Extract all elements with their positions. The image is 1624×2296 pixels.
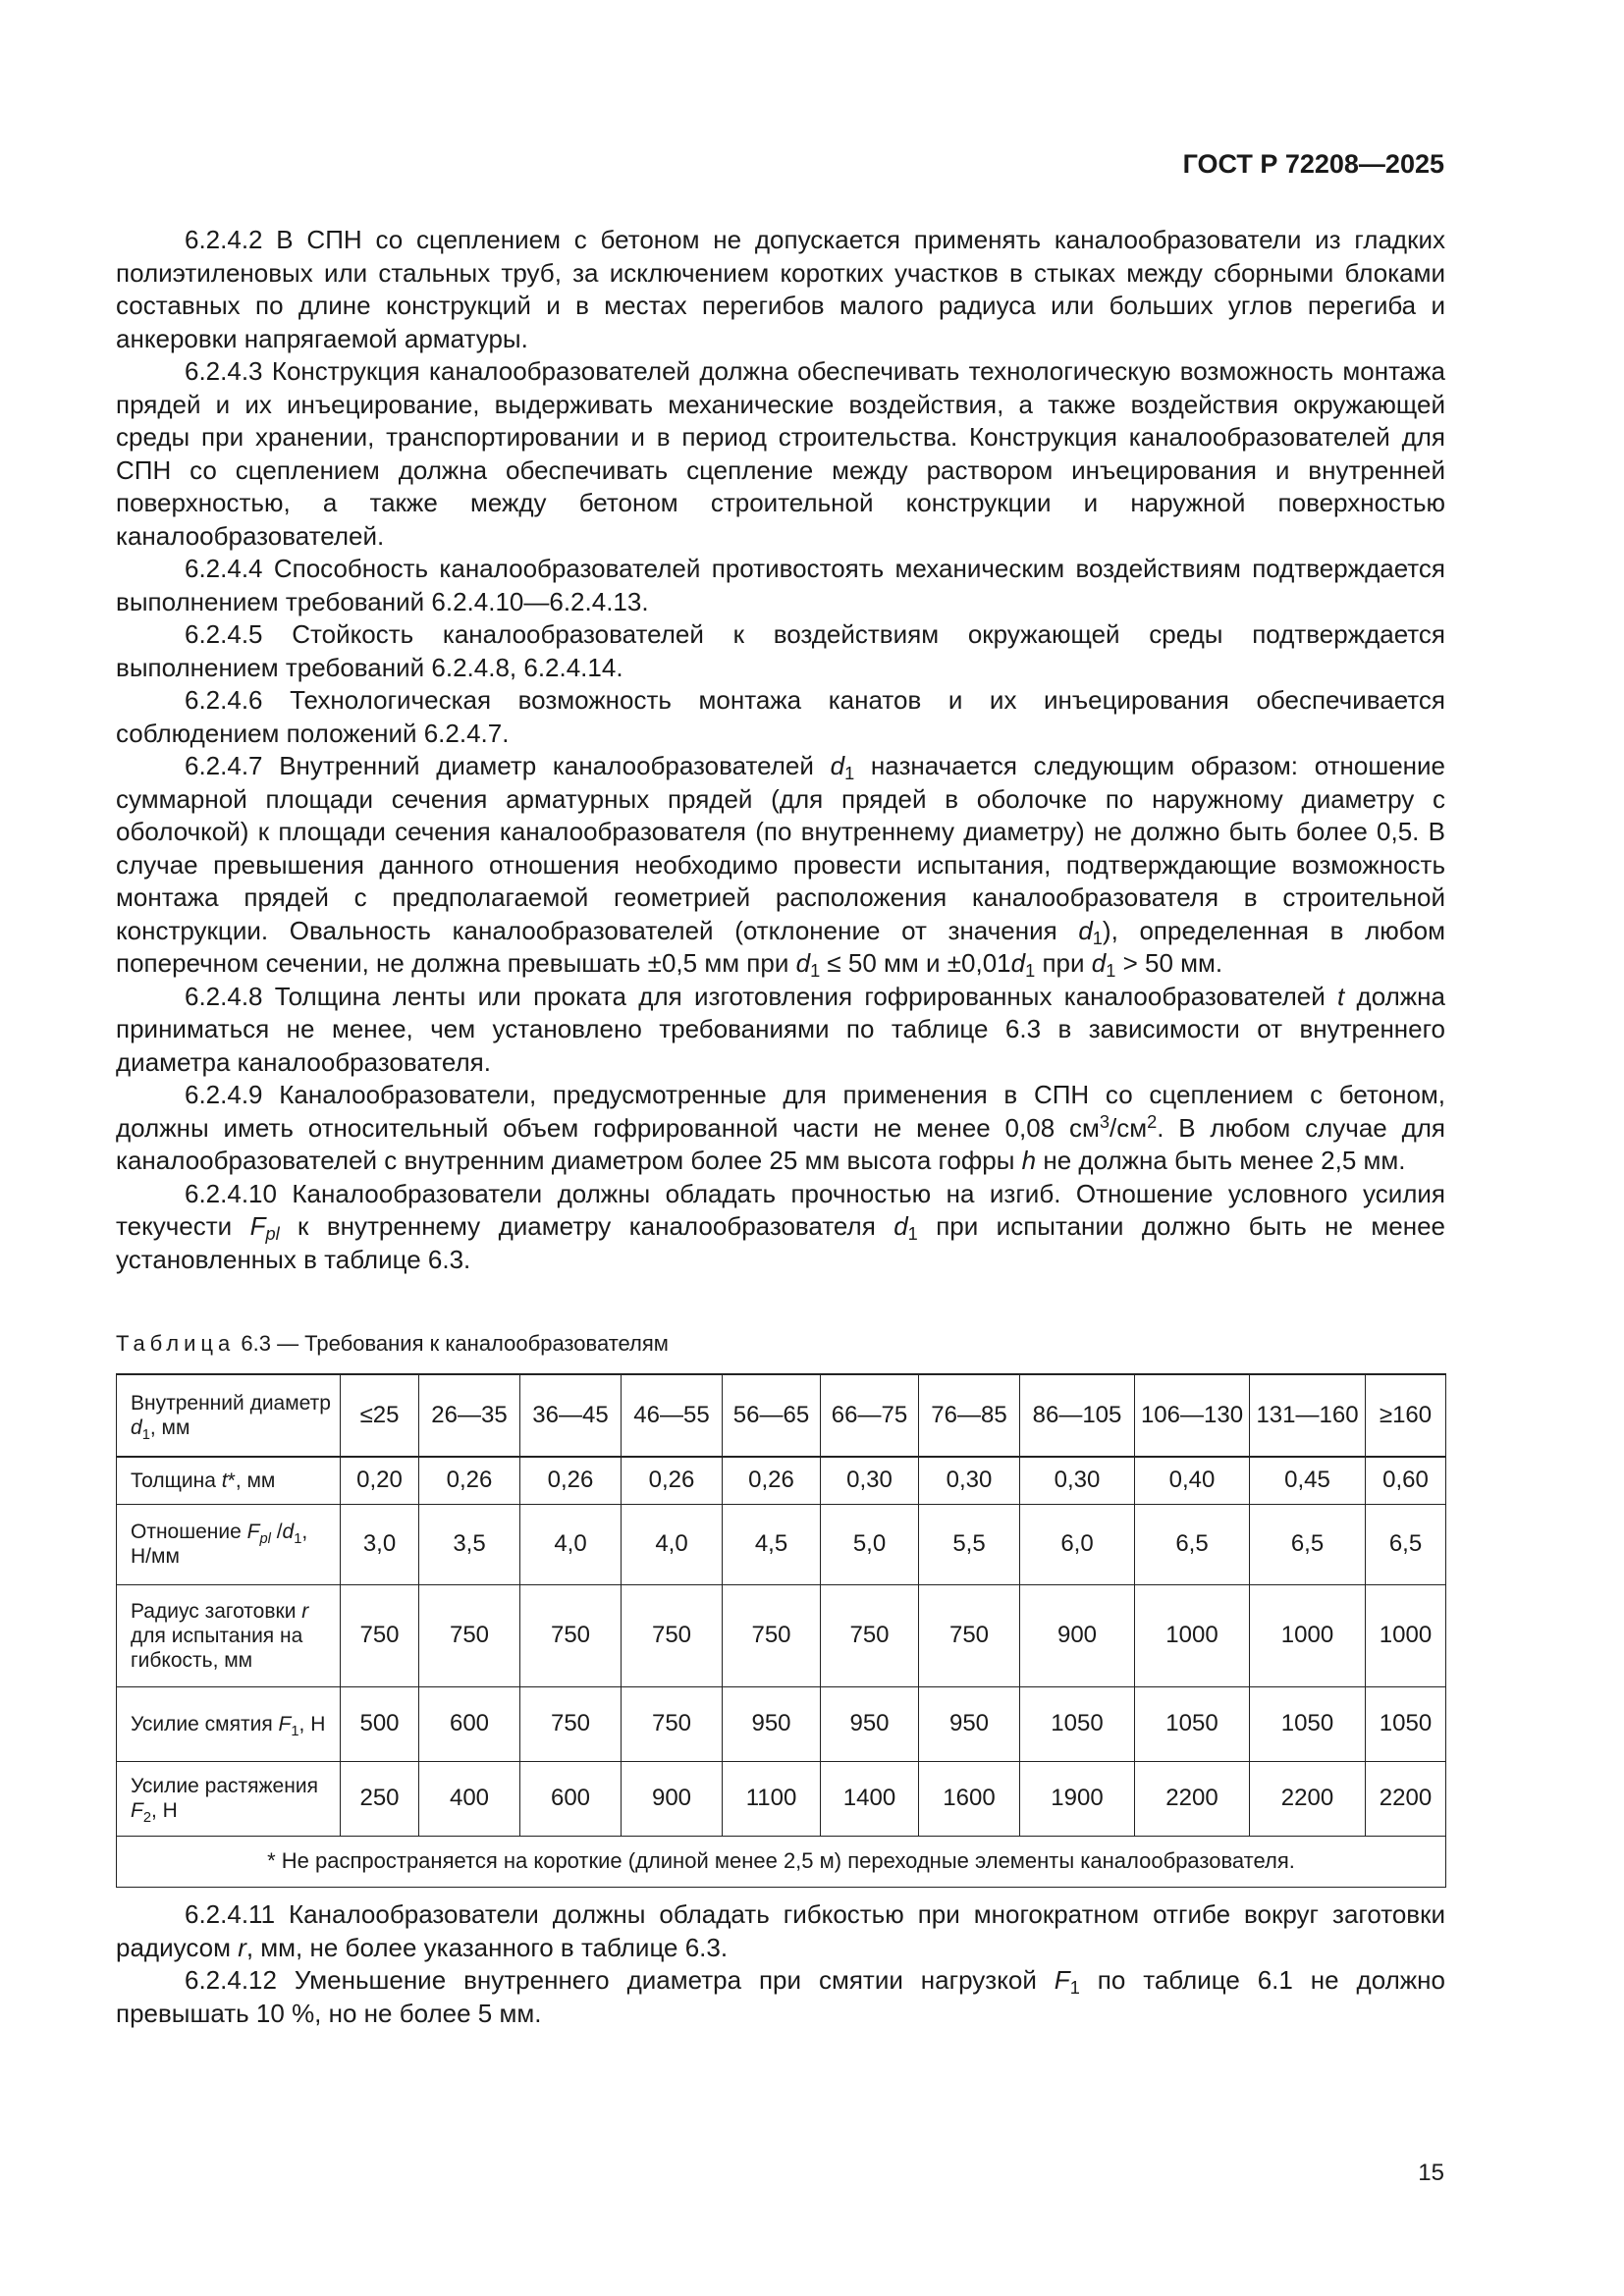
table-cell: 1600 <box>919 1761 1020 1836</box>
table-cell: 400 <box>419 1761 520 1836</box>
header-cell: 66—75 <box>821 1374 919 1457</box>
header-cell: 131—160 <box>1250 1374 1366 1457</box>
table-cell: 5,0 <box>821 1504 919 1584</box>
paragraph-6-2-4-3: 6.2.4.3 Конструкция каналообразователей должна обеспечивать технологическую возможность монтажа прядей и их инъецирование, выдерживать механические воздействия, а также воздействия окружающей среды при хранении, транспортировании и в период строительства. Конструкция каналообразователей для СПН со сцеплением должна обеспечивать сцепление между раствором инъецирования и внутренней поверхностью, а также между бетоном строительной конструкции и наружной поверхностью каналообразователей. <box>116 356 1445 551</box>
table-cell: 500 <box>341 1686 419 1761</box>
paragraph-6-2-4-12: 6.2.4.12 Уменьшение внутреннего диаметра при смятии нагрузкой $F_1$ по таблице 6.1 не должно превышать 10 %, но не более 5 мм. <box>116 1965 1445 2028</box>
row-label-crush: Усилие смятия $F_1$, Н <box>117 1686 341 1761</box>
table-cell: 2200 <box>1135 1761 1250 1836</box>
paragraph-6-2-4-6: 6.2.4.6 Технологическая возможность монтажа канатов и их инъецирования обеспечивается соблюдением положений 6.2.4.7. <box>116 685 1445 748</box>
body-text-top <box>116 224 1445 1276</box>
table-cell: 950 <box>919 1686 1020 1761</box>
table-row-crush <box>117 1686 1446 1761</box>
table-caption: Таблица 6.3 — Требования к каналообразователям <box>116 1331 669 1356</box>
document-code: ГОСТ Р 72208—2025 <box>1182 149 1444 179</box>
table-cell: 0,20 <box>341 1457 419 1504</box>
paragraph-6-2-4-9: 6.2.4.9 Каналообразователи, предусмотренные для применения в СПН со сцеплением с бетоном, должны иметь относительный объем гофрированной части не менее 0,08 $см^3/см^2$. В любом случае для каналообразователей с внутренним диаметром более 25 мм высота гофры h не должна быть менее 2,5 мм. <box>116 1080 1445 1175</box>
header-cell: 86—105 <box>1020 1374 1135 1457</box>
row-label-ratio: Отношение $F_{pl}$ $/d_1$, Н/мм <box>117 1504 341 1584</box>
header-cell: 56—65 <box>723 1374 821 1457</box>
table-cell: 0,26 <box>520 1457 622 1504</box>
table-cell: 750 <box>341 1584 419 1686</box>
header-cell: 36—45 <box>520 1374 622 1457</box>
header-cell: 106—130 <box>1135 1374 1250 1457</box>
table-cell: 750 <box>520 1686 622 1761</box>
table-cell: 2200 <box>1250 1761 1366 1836</box>
table-cell: 750 <box>919 1584 1020 1686</box>
table-cell: 4,0 <box>520 1504 622 1584</box>
table-cell: 5,5 <box>919 1504 1020 1584</box>
header-cell: ≤25 <box>341 1374 419 1457</box>
table-cell: 0,26 <box>723 1457 821 1504</box>
table-row-ratio <box>117 1504 1446 1584</box>
table-cell: 0,30 <box>919 1457 1020 1504</box>
table-cell: 6,5 <box>1366 1504 1446 1584</box>
table-cell: 2200 <box>1366 1761 1446 1836</box>
table-cell: 750 <box>520 1584 622 1686</box>
table-cell: 750 <box>419 1584 520 1686</box>
table-cell: 0,45 <box>1250 1457 1366 1504</box>
table-cell: 0,30 <box>821 1457 919 1504</box>
paragraph-6-2-4-10: 6.2.4.10 Каналообразователи должны обладать прочностью на изгиб. Отношение условного усилия текучести $F_{pl}$ к внутреннему диаметру каналообразователя $d_1$ при испытании должно быть не менее установленных в таблице 6.3. <box>116 1178 1445 1274</box>
paragraph-6-2-4-11: 6.2.4.11 Каналообразователи должны обладать гибкостью при многократном отгибе вокруг заготовки радиусом r, мм, не более указанного в таблице 6.3. <box>116 1899 1445 1962</box>
table-cell: 750 <box>723 1584 821 1686</box>
table-cell: 1900 <box>1020 1761 1135 1836</box>
table-cell: 6,0 <box>1020 1504 1135 1584</box>
table-cell: 3,0 <box>341 1504 419 1584</box>
table-cell: 1100 <box>723 1761 821 1836</box>
paragraph-6-2-4-8: 6.2.4.8 Толщина ленты или проката для изготовления гофрированных каналообразователей t должна приниматься не менее, чем установлено требованиями по таблице 6.3 в зависимости от внутреннего диаметра каналообразователя. <box>116 981 1445 1077</box>
header-cell: ≥160 <box>1366 1374 1446 1457</box>
table-cell: 900 <box>1020 1584 1135 1686</box>
table-cell: 0,26 <box>419 1457 520 1504</box>
table-cell: 0,30 <box>1020 1457 1135 1504</box>
table-cell: 6,5 <box>1135 1504 1250 1584</box>
header-cell: 76—85 <box>919 1374 1020 1457</box>
page-number: 15 <box>1418 2160 1444 2186</box>
table-cell: 750 <box>622 1686 723 1761</box>
table-cell: 750 <box>622 1584 723 1686</box>
paragraph-6-2-4-5: 6.2.4.5 Стойкость каналообразователей к воздействиям окружающей среды подтверждается выполнением требований 6.2.4.8, 6.2.4.14. <box>116 619 1445 682</box>
paragraph-6-2-4-4: 6.2.4.4 Способность каналообразователей противостоять механическим воздействиям подтверждается выполнением требований 6.2.4.10—6.2.4.13. <box>116 554 1445 616</box>
table-cell: 1050 <box>1250 1686 1366 1761</box>
row-label-tension: Усилие растяжения $F_2$, Н <box>117 1761 341 1836</box>
row-label-diameter: Внутренний диаметр $d_1$, мм <box>117 1374 341 1457</box>
table-header-row <box>117 1374 1446 1457</box>
table-cell: 250 <box>341 1761 419 1836</box>
row-label-thickness: Толщина t*, мм <box>117 1457 341 1504</box>
table-row-radius <box>117 1584 1446 1686</box>
table-cell: 950 <box>821 1686 919 1761</box>
table-footnote: * Не распространяется на короткие (длиной менее 2,5 м) переходные элементы каналообразователя. <box>117 1836 1446 1887</box>
table-cell: 3,5 <box>419 1504 520 1584</box>
header-cell: 46—55 <box>622 1374 723 1457</box>
table-cell: 4,0 <box>622 1504 723 1584</box>
table-cell: 0,26 <box>622 1457 723 1504</box>
paragraph-6-2-4-2: 6.2.4.2 В СПН со сцеплением с бетоном не допускается применять каналообразователи из гладких полиэтиленовых или стальных труб, за исключением коротких участков в стыках между сборными блоками составных по длине конструкций и в местах перегибов малого радиуса или больших углов перегиба и анкеровки напрягаемой арматуры. <box>116 225 1445 353</box>
table-footnote-row <box>117 1836 1446 1887</box>
table-cell: 1050 <box>1366 1686 1446 1761</box>
table-cell: 0,60 <box>1366 1457 1446 1504</box>
table-cell: 1000 <box>1366 1584 1446 1686</box>
table-cell: 750 <box>821 1584 919 1686</box>
table-cell: 600 <box>520 1761 622 1836</box>
header-cell: 26—35 <box>419 1374 520 1457</box>
paragraph-6-2-4-7: 6.2.4.7 Внутренний диаметр каналообразователей $d_1$ назначается следующим образом: отношение суммарной площади сечения арматурных прядей (для прядей в оболочке по наружному диаметру с оболочкой) к площади сечения каналообразователя (по внутреннему диаметру) не должно быть более 0,5. В случае превышения данного отношения необходимо провести испытания, подтверждающие возможность монтажа прядей с предполагаемой геометрией расположения каналообразователя в строительной конструкции. Овальность каналообразователей (отклонение от значения $d_1$), определенная в любом поперечном сечении, не должна превышать ±0,5 мм при $d_1 \le 50$ мм $и \pm 0,01d_1$ при $d_1 > 50$ мм. <box>116 751 1446 981</box>
body-text-bottom <box>116 1898 1445 2030</box>
table-cell: 900 <box>622 1761 723 1836</box>
requirements-table <box>116 1373 1446 1888</box>
table-row-tension <box>117 1761 1446 1836</box>
table-cell: 1000 <box>1135 1584 1250 1686</box>
table-cell: 1050 <box>1020 1686 1135 1761</box>
table-cell: 4,5 <box>723 1504 821 1584</box>
table-cell: 0,40 <box>1135 1457 1250 1504</box>
table-row-thickness <box>117 1457 1446 1504</box>
table-cell: 600 <box>419 1686 520 1761</box>
table-cell: 1050 <box>1135 1686 1250 1761</box>
table-cell: 1000 <box>1250 1584 1366 1686</box>
table-cell: 6,5 <box>1250 1504 1366 1584</box>
table-cell: 950 <box>723 1686 821 1761</box>
row-label-radius: Радиус заготовки r для испытания на гибкость, мм <box>117 1584 341 1686</box>
table-cell: 1400 <box>821 1761 919 1836</box>
